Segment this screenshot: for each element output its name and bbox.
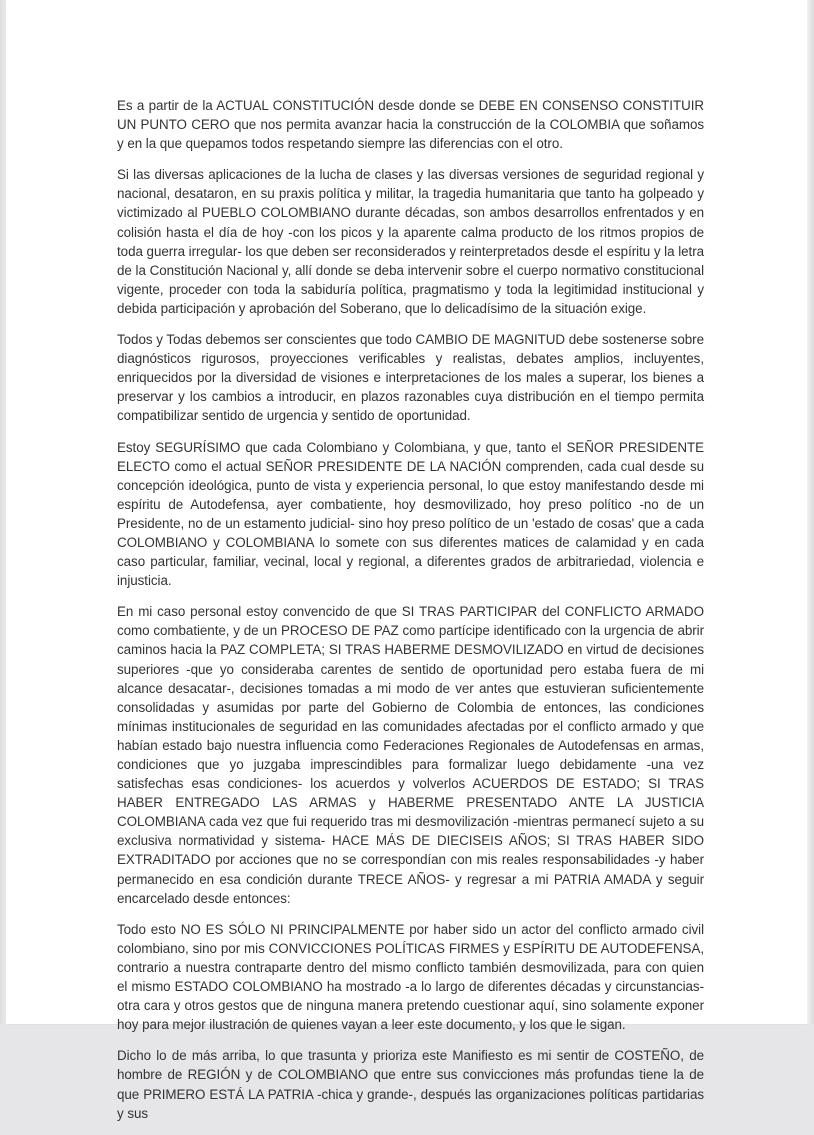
paragraph-6: Todo esto NO ES SÓLO NI PRINCIPALMENTE por haber sido un actor del conflicto armado civil colombiano, sino por mis CONVICCIONES POLÍTICAS FIRMES y ESPÍRITU DE AUTODEFENSA, contrario a nuestra contraparte dentro del mismo conflicto también desmovilizada, para con quien el mismo ESTADO COLOMBIANO ha mostrado -a lo largo de diferentes décadas y circunstancias- otra cara y otros gestos que de ninguna manera pretendo cuestionar aquí, sino solamente exponer hoy para mejor ilustración de quienes vayan a leer este documento, y los que le sigan.	[117, 921, 704, 1033]
paragraph-4: Estoy SEGURÍSIMO que cada Colombiano y Colombiana, y que, tanto el SEÑOR PRESIDENTE ELECTO como el actual SEÑOR PRESIDENTE DE LA NACIÓN comprenden, cada cual desde su concepción ideológica, punto de vista y experiencia personal, lo que estoy manifestando desde mi espíritu de Autodefensa, ayer combatiente, hoy desmovilizado, hoy preso político -no de un Presidente, no de un estamento judicial- sino hoy preso político de un 'estado de cosas' que a cada COLOMBIANO y COLOMBIANA lo somete con sus diferentes matices de calamidad y en cada caso particular, familiar, vecinal, local y regional, a diferentes grados de arbitrariedad, violencia e injusticia.	[117, 439, 704, 589]
paragraph-2: Si las diversas aplicaciones de la lucha de clases y las diversas versiones de seguridad regional y nacional, desataron, en su praxis política y militar, la tragedia humanitaria que tanto ha golpeado y victimizado al PUEBLO COLOMBIANO durante décadas, son ambos desarrollos enfrentados y en colisión hasta el día de hoy -con los picos y la aparente calma producto de los ritmos propios de toda guerra irregular- los que deben ser reconsiderados y reinterpretados desde el espíritu y la letra de la Constitución Nacional y, allí donde se deba intervenir sobre el cuerpo normativo constitucional vigente, proceder con toda la sabiduría política, pragmatismo y toda la legitimidad institucional y debida participación y aprobación del Soberano, que lo delicadísimo de la situación exige.	[117, 167, 704, 316]
paragraph-1: Es a partir de la ACTUAL CONSTITUCIÓN desde donde se DEBE EN CONSENSO CONSTITUIR UN PUNTO CERO que nos permita avanzar hacia la construcción de la COLOMBIA que soñamos y en la que quepamos todos respetando siempre las diferencias con el otro.	[117, 98, 704, 152]
paragraph-5: En mi caso personal estoy convencido de que SI TRAS PARTICIPAR del CONFLICTO ARMADO como combatiente, y de un PROCESO DE PAZ como partícipe identificado con la urgencia de abrir caminos hacia la PAZ COMPLETA; SI TRAS HABERME DESMOVILIZADO en virtud de decisiones superiores -que yo consideraba carentes de sentido de oportunidad pero estaba fuera de mi alcance desacatar-, decisiones tomadas a mi modo de ver antes que estuvieran suficientemente consolidadas y asumidas por parte del Gobierno de Colombia de entonces, las condiciones mínimas institucionales de seguridad en las comunidades afectadas por el conflicto armado y que habían estado bajo nuestra influencia como Federaciones Regionales de Autodefensas en armas, condiciones que yo juzgaba imprescindibles para formalizar luego debidamente -una vez satisfechas esas condiciones- los acuerdos y volverlos ACUERDOS DE ESTADO; SI TRAS HABER ENTREGADO LAS ARMAS y HABERME PRESENTADO ANTE LA JUSTICIA COLOMBIANA cada vez que fui requerido tras mi desmovilización -mientras permanecí sujeto a su exclusiva normatividad y sistema- HACE MÁS DE DIECISEIS AÑOS; SI TRAS HABER SIDO EXTRADITADO por acciones que no se correspondían con mis reales responsabilidades -y haber permanecido en esa condición durante TRECE AÑOS- y regresar a mi PATRIA AMADA y seguir encarcelado desde entonces:	[117, 604, 704, 906]
document-page	[6, 0, 807, 1121]
document-body	[117, 96, 704, 1135]
paragraph-7: Dicho lo de más arriba, lo que trasunta y prioriza este Manifiesto es mi sentir de COSTEÑO, de hombre de REGIÓN y de COLOMBIANO que entre sus convicciones más profundas tiene la de que PRIMERO ESTÁ LA PATRIA -chica y grande-, después las organizaciones políticas partidarias y sus	[117, 1048, 704, 1121]
paragraph-3: Todos y Todas debemos ser conscientes que todo CAMBIO DE MAGNITUD debe sostenerse sobre diagnósticos rigurosos, proyecciones verificables y realistas, debates amplios, incluyentes, enriquecidos por la diversidad de visiones e interpretaciones de los males a superar, los bienes a preservar y los cambios a introducir, en plazos razonables cuya distribución en el tiempo permita compatibilizar sentido de urgencia y sentido de oportunidad.	[117, 332, 704, 424]
page-edge-right	[807, 0, 814, 1024]
